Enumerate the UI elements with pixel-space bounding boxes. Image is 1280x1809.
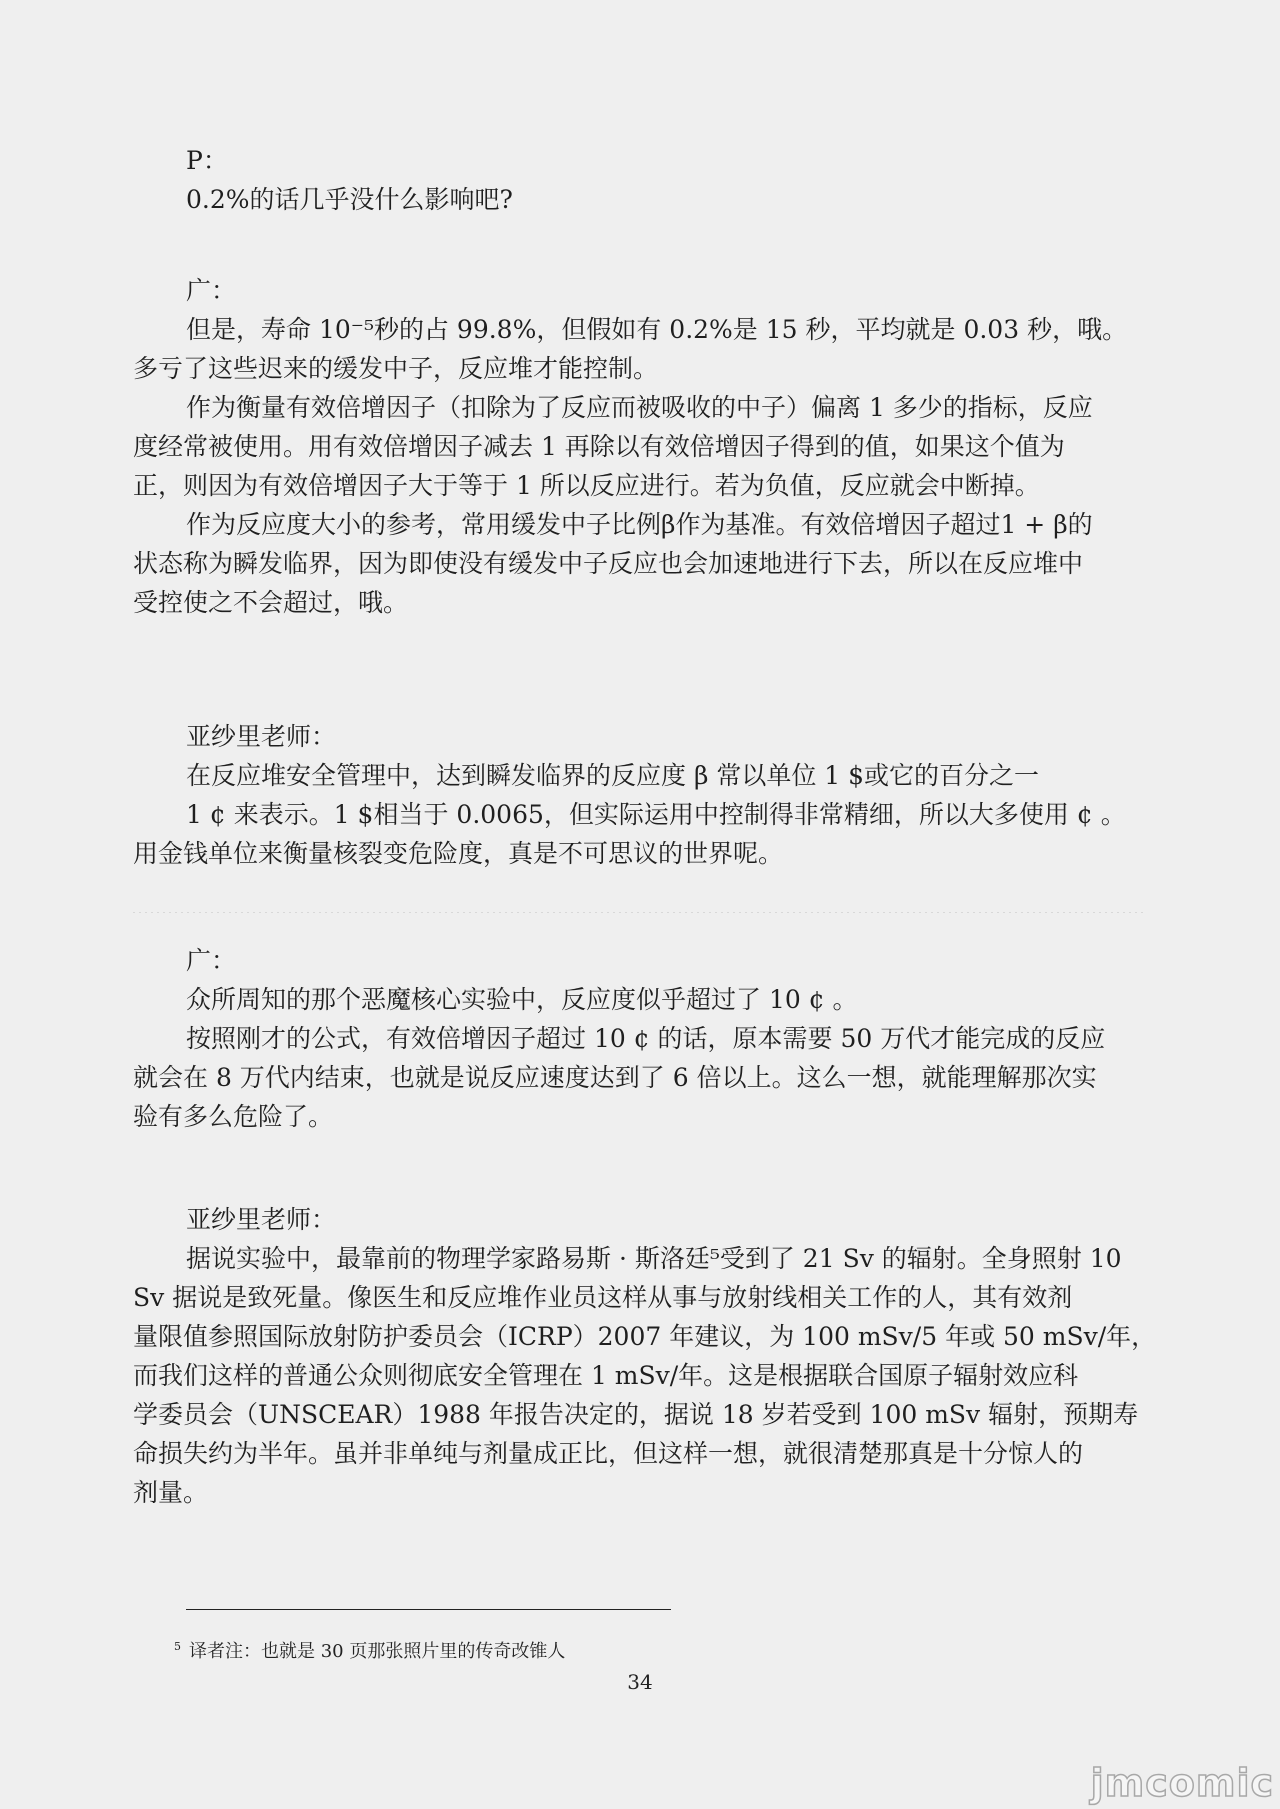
faint-separator (133, 912, 1147, 913)
paragraph-line: 命损失约为半年。虽并非单纯与剂量成正比，但这样一想，就很清楚那真是十分惊人的 (133, 1439, 1084, 1468)
footnote-text: 译者注：也就是 30 页那张照片里的传奇改锥人 (189, 1641, 566, 1662)
paragraph-line: 受控使之不会超过，哦。 (133, 588, 409, 617)
watermark-logo: jmcomic (1090, 1761, 1274, 1805)
dialogue-section-asari-2 (133, 1200, 1157, 1512)
speaker-label: 亚纱里老师： (186, 722, 337, 751)
paragraph-line: 多亏了这些迟来的缓发中子，反应堆才能控制。 (133, 354, 659, 383)
paragraph-line: 正，则因为有效倍增因子大于等于 1 所以反应进行。若为负值，反应就会中断掉。 (133, 471, 1040, 500)
paragraph-line: 但是，寿命 10⁻⁵秒的占 99.8%，但假如有 0.2%是 15 秒，平均就是 0.03 秒，哦。 (186, 315, 1128, 344)
paragraph-line: 据说实验中，最靠前的物理学家路易斯 · 斯洛廷⁵受到了 21 Sv 的辐射。全身照射 10 (186, 1244, 1122, 1273)
paragraph-line: 验有多么危险了。 (133, 1102, 334, 1131)
paragraph-line: 量限值参照国际放射防护委员会（ICRP）2007 年建议，为 100 mSv/5 年或 50 mSv/年， (133, 1322, 1157, 1351)
paragraph-line: 度经常被使用。用有效倍增因子减去 1 再除以有效倍增因子得到的值，如果这个值为 (133, 432, 1065, 461)
speaker-label: 亚纱里老师： (186, 1205, 337, 1234)
paragraph-line: 按照刚才的公式，有效倍增因子超过 10 ¢ 的话，原本需要 50 万代才能完成的反应 (186, 1024, 1106, 1053)
dialogue-section-p (133, 141, 1147, 219)
page-number: 34 (627, 1670, 653, 1694)
paragraph-line: 在反应堆安全管理中，达到瞬发临界的反应度 β 常以单位 1 $或它的百分之一 (186, 761, 1040, 790)
footnote-marker: 5 (174, 1640, 181, 1653)
speaker-label: 广： (186, 276, 237, 305)
document-page (133, 0, 1157, 1809)
paragraph-line: 众所周知的那个恶魔核心实验中，反应度似乎超过了 10 ¢ 。 (186, 985, 858, 1014)
speaker-label: 广： (186, 946, 237, 975)
paragraph-line: 用金钱单位来衡量核裂变危险度，真是不可思议的世界呢。 (133, 839, 784, 868)
paragraph-line: 作为反应度大小的参考，常用缓发中子比例β作为基准。有效倍增因子超过1 + β的 (186, 510, 1093, 539)
paragraph-line: Sv 据说是致死量。像医生和反应堆作业员这样从事与放射线相关工作的人，其有效剂 (133, 1283, 1073, 1312)
dialogue-section-asari-1 (133, 717, 1147, 873)
footnote-rule (186, 1609, 671, 1610)
dialogue-section-hiro-2 (133, 941, 1147, 1136)
paragraph-line: 0.2%的话几乎没什么影响吧? (186, 185, 513, 214)
dialogue-section-hiro-1 (133, 271, 1147, 622)
paragraph-line: 而我们这样的普通公众则彻底安全管理在 1 mSv/年。这是根据联合国原子辐射效应科 (133, 1361, 1079, 1390)
paragraph-line: 1 ¢ 来表示。1 $相当于 0.0065，但实际运用中控制得非常精细，所以大多使用 ¢ 。 (186, 800, 1126, 829)
paragraph-line: 剂量。 (133, 1478, 209, 1507)
footnote (174, 1634, 565, 1665)
paragraph-line: 学委员会（UNSCEAR）1988 年报告决定的，据说 18 岁若受到 100 mSv 辐射，预期寿 (133, 1400, 1139, 1429)
paragraph-line: 状态称为瞬发临界，因为即使没有缓发中子反应也会加速地进行下去，所以在反应堆中 (133, 549, 1084, 578)
speaker-label: P： (186, 146, 228, 175)
paragraph-line: 作为衡量有效倍增因子（扣除为了反应而被吸收的中子）偏离 1 多少的指标，反应 (186, 393, 1093, 422)
paragraph-line: 就会在 8 万代内结束，也就是说反应速度达到了 6 倍以上。这么一想，就能理解那次实 (133, 1063, 1097, 1092)
